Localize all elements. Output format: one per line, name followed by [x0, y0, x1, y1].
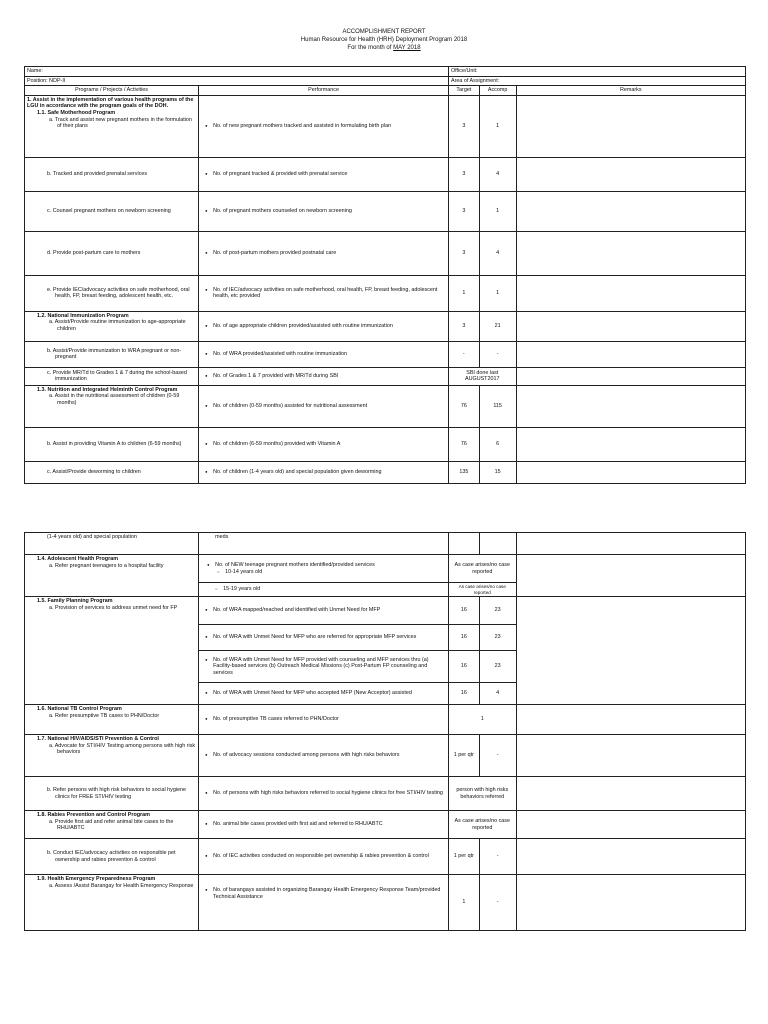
remarks-cell	[516, 95, 745, 157]
performance-cell: ● No. of IEC activities conducted on responsible pet ownership & rabies prevention & control	[199, 839, 449, 875]
col-performance: Performance	[199, 86, 449, 96]
col-target: Target	[448, 86, 479, 96]
program-subheading: 1.5. Family Planning Program	[37, 598, 113, 604]
accomp-cell: 23	[479, 651, 516, 683]
column-header-row	[25, 86, 746, 96]
program-cell	[25, 95, 199, 157]
target-cell: 16	[448, 625, 479, 651]
program-subheading: 1.7. National HIV/AIDS/STI Prevention & Control	[37, 736, 159, 742]
program-cell	[25, 385, 199, 427]
remarks-cell	[516, 533, 745, 555]
program-subheading: 1.3. Nutrition and Integrated Helminth Control Program	[37, 386, 178, 393]
activity-text: b. Assist in providing Vitamin A to children (6-59 months)	[25, 427, 199, 461]
performance-cell: ● No. of presumptive TB cases referred to PHN/Doctor	[199, 705, 449, 735]
activity-text: a. Provision of services to address unmet need for FP	[49, 604, 178, 611]
performance-cell: ● No. of WRA provided/assisted with routine immunization	[199, 341, 449, 367]
activity-text: a. Refer pregnant teenagers to a hospital facility	[49, 562, 164, 569]
activity-continuation: (1-4 years old) and special population	[25, 533, 199, 555]
accomp-cell: 23	[479, 597, 516, 625]
program-subheading: 1.8. Rabies Prevention and Control Program	[37, 812, 150, 818]
month-prefix: For the month of	[347, 45, 394, 51]
accomp-cell: 4	[479, 231, 516, 275]
note-cell: SBI done last AUGUST2017	[448, 367, 516, 385]
accomp-cell: 1	[479, 95, 516, 157]
accomp-cell: 4	[479, 683, 516, 705]
target-cell: 1 per qtr	[448, 839, 479, 875]
col-remarks: Remarks	[516, 86, 745, 96]
performance-cell: ● No. of advocacy sessions conducted among persons with high risks behaviors	[199, 735, 449, 777]
remarks-cell	[516, 705, 745, 735]
activity-text: c. Provide MR/Td to Grades 1 & 7 during the school-based immunization	[25, 367, 199, 385]
target-cell: 16	[448, 683, 479, 705]
position-cell: Position: NDP-II	[25, 76, 449, 86]
performance-cell: ● No. of WRA with Unmet Need for MFP who accepted MFP (New Acceptor) assisted	[199, 683, 449, 705]
remarks-cell	[516, 191, 745, 231]
performance-cell: ● No. of children (0-59 months) assisted for nutritional assessment	[199, 385, 449, 427]
note-cell: As case arises/no case reported	[448, 811, 516, 839]
name-cell: Name:	[25, 67, 449, 77]
performance-cell: ● No. of IEC/advocacy activities on safe motherhood, oral health, FP, breast feeding, adolescent health, etc provided	[199, 275, 449, 311]
program-cell	[25, 811, 199, 839]
col-accomp: Accomp	[479, 86, 516, 96]
accomplishment-table-page1	[24, 66, 746, 484]
performance-cell: ● No. of children (1-4 years old) and special population given deworming	[199, 461, 449, 483]
table-row	[25, 461, 746, 483]
remarks-cell	[516, 777, 745, 811]
accomp-cell: -	[479, 839, 516, 875]
table-row	[25, 157, 746, 191]
activity-text: c. Counsel pregnant mothers on newborn screening	[25, 191, 199, 231]
target-cell: 3	[448, 231, 479, 275]
target-cell: -	[448, 341, 479, 367]
table-row	[25, 597, 746, 625]
table-row	[25, 385, 746, 427]
performance-cell: ● No. of new pregnant mothers tracked and assisted in formulating birth plan	[199, 95, 449, 157]
table-row	[25, 191, 746, 231]
accomp-cell: 6	[479, 427, 516, 461]
table-row	[25, 533, 746, 555]
area-cell: Area of Assignment:	[448, 76, 745, 86]
target-cell: 1 per qtr	[448, 735, 479, 777]
report-month	[0, 44, 768, 52]
remarks-cell	[516, 597, 745, 705]
performance-cell	[199, 555, 449, 583]
table-row	[25, 427, 746, 461]
remarks-cell	[516, 875, 745, 931]
program-cell	[25, 875, 199, 931]
performance-cell: ● No. of pregnant tracked & provided with prenatal service	[199, 157, 449, 191]
activity-text: a. Refer presumptive TB cases to PHN/Doctor	[49, 712, 160, 719]
target-cell: 3	[448, 311, 479, 341]
age-group-text: ○ 10-14 years old	[201, 569, 446, 576]
performance-cell: ● No. of WRA mapped/reached and identified with Unmet Need for MFP	[199, 597, 449, 625]
info-row-name	[25, 67, 746, 77]
program-subheading: 1.6. National TB Control Program	[37, 706, 122, 712]
performance-cell: ● No. animal bite cases provided with first aid and referred to RHU/ABTC	[199, 811, 449, 839]
table-row	[25, 811, 746, 839]
month-value: MAY 2018	[393, 45, 421, 51]
remarks-cell	[516, 367, 745, 385]
activity-text: b. Assist/Provide immunization to WRA pregnant or non-pregnant	[25, 341, 199, 367]
table-row	[25, 367, 746, 385]
program-cell	[25, 735, 199, 777]
performance-cell: ● No. of Grades 1 & 7 provided with MR/Td during SBI	[199, 367, 449, 385]
program-cell	[25, 705, 199, 735]
remarks-cell	[516, 311, 745, 341]
target-cell: 3	[448, 95, 479, 157]
activity-text: c. Assist/Provide deworming to children	[25, 461, 199, 483]
value-cell: 1	[448, 705, 516, 735]
activity-text: b. Conduct IEC/advocacy activities on responsible pet ownership and rabies prevention & control	[25, 839, 199, 875]
program-cell	[25, 597, 199, 705]
performance-cell: ● No. of children (6-59 months) provided with Vitamin A	[199, 427, 449, 461]
accomp-cell: -	[479, 875, 516, 931]
table-row	[25, 735, 746, 777]
table-row	[25, 275, 746, 311]
remarks-cell	[516, 275, 745, 311]
target-cell: 16	[448, 651, 479, 683]
remarks-cell	[516, 341, 745, 367]
program-heading: 1. Assist in the implementation of various health programs of the LGU in accordance with the program goals of the DOH.	[27, 96, 194, 110]
target-cell: 3	[448, 191, 479, 231]
table-row	[25, 555, 746, 583]
target-cell: 3	[448, 157, 479, 191]
remarks-cell	[516, 157, 745, 191]
accomplishment-table-page2	[24, 532, 746, 931]
target-cell: 1	[448, 275, 479, 311]
performance-cell: ● No. of post-partum mothers provided postnatal care	[199, 231, 449, 275]
target-cell: 135	[448, 461, 479, 483]
report-title: ACCOMPLISHMENT REPORT	[342, 29, 426, 35]
report-subtitle: Human Resource for Health (HRH) Deployment Program 2018	[300, 37, 468, 43]
activity-text: b. Tracked and provided prenatal services	[25, 157, 199, 191]
program-cell	[25, 311, 199, 341]
report-header	[0, 28, 768, 52]
remarks-cell	[516, 231, 745, 275]
target-cell: 1	[448, 875, 479, 931]
table-row	[25, 839, 746, 875]
activity-text: a. Advocate for STI/HIV Testing among persons with high risk behaviors	[49, 742, 196, 756]
performance-cell: ● No. of persons with high risks behaviors referred to social hygiene clinics for free STI/HIV testing	[199, 777, 449, 811]
activity-text: a. Assess /Assist Barangay for Health Emergency Response	[49, 882, 194, 889]
table-row	[25, 311, 746, 341]
table-row	[25, 95, 746, 157]
accomp-cell: -	[479, 735, 516, 777]
accomp-cell: 1	[479, 275, 516, 311]
program-subheading: 1.9. Health Emergency Preparedness Program	[37, 876, 156, 882]
col-programs: Programs / Projects / Activities	[25, 86, 199, 96]
activity-text: e. Provide IEC/advocacy activities on safe motherhood, oral health, FP, breast feeding, adolescent health, etc.	[25, 275, 199, 311]
remarks-cell	[516, 427, 745, 461]
performance-cell: ● No. of age appropriate children provided/assisted with routine immunization	[199, 311, 449, 341]
note-cell: As case arises/no case reported	[448, 555, 516, 583]
target-cell: 76	[448, 427, 479, 461]
activity-text: a. Track and assist new pregnant mothers in the formulation of their plans	[49, 116, 192, 130]
age-group-text: ○ 15-19 years old	[199, 583, 449, 597]
performance-cell: ● No. of pregnant mothers counseled on newborn screening	[199, 191, 449, 231]
remarks-cell	[516, 385, 745, 427]
target-cell	[448, 533, 479, 555]
accomp-cell: -	[479, 341, 516, 367]
activity-text: b. Refer persons with high risk behaviors to social hygiene clinics for FREE STI/HIV testing	[25, 777, 199, 811]
table-row	[25, 705, 746, 735]
accomp-cell: 23	[479, 625, 516, 651]
table-row	[25, 341, 746, 367]
performance-cell: ● No. of WRA with Unmet Need for MFP provided with counseling and MFP services thru (a) Facility-based services (b) Outreach Medical Missions (c) Post-Partum FP counseling and services	[199, 651, 449, 683]
target-cell: 76	[448, 385, 479, 427]
remarks-cell	[516, 735, 745, 777]
remarks-cell	[516, 461, 745, 483]
activity-text: d. Provide post-partum care to mothers	[25, 231, 199, 275]
activity-text: a. Assist/Provide routine immunization to age-appropriate children	[49, 319, 186, 332]
accomp-cell: 4	[479, 157, 516, 191]
program-subheading: 1.1. Safe Motherhood Program	[37, 109, 116, 116]
program-subheading: 1.2. National Immunization Program	[37, 312, 129, 319]
activity-text: a. Assist in the nutritional assessment of children (0-59 months)	[49, 393, 180, 406]
table-row	[25, 777, 746, 811]
office-cell: Office/Unit:	[448, 67, 745, 77]
performance-cell: ● No. of WRA with Unmet Need for MFP who are referred for appropriate MFP services	[199, 625, 449, 651]
performance-text: ● No. of NEW teenage pregnant mothers identified/provided services	[201, 562, 446, 569]
note-cell: As case arises/no case reported	[448, 583, 516, 597]
table-row	[25, 231, 746, 275]
note-cell: person with high risks behaviors referred	[448, 777, 516, 811]
accomp-cell: 115	[479, 385, 516, 427]
remarks-cell	[516, 839, 745, 875]
program-subheading: 1.4. Adolescent Health Program	[37, 556, 118, 562]
accomp-cell: 1	[479, 191, 516, 231]
accomp-cell: 15	[479, 461, 516, 483]
remarks-cell	[516, 555, 745, 597]
info-row-position	[25, 76, 746, 86]
performance-cell: ● No. of barangays assisted in organizing Barangay Health Emergency Response Team/provided Technical Assistance	[199, 875, 449, 931]
target-cell: 16	[448, 597, 479, 625]
activity-text: a. Provide first aid and refer animal bite cases to the RHU/ABTC	[49, 818, 174, 832]
accomp-cell: 21	[479, 311, 516, 341]
remarks-cell	[516, 811, 745, 839]
accomp-cell	[479, 533, 516, 555]
table-row	[25, 875, 746, 931]
program-cell	[25, 555, 199, 597]
performance-continuation: meds	[199, 533, 449, 555]
